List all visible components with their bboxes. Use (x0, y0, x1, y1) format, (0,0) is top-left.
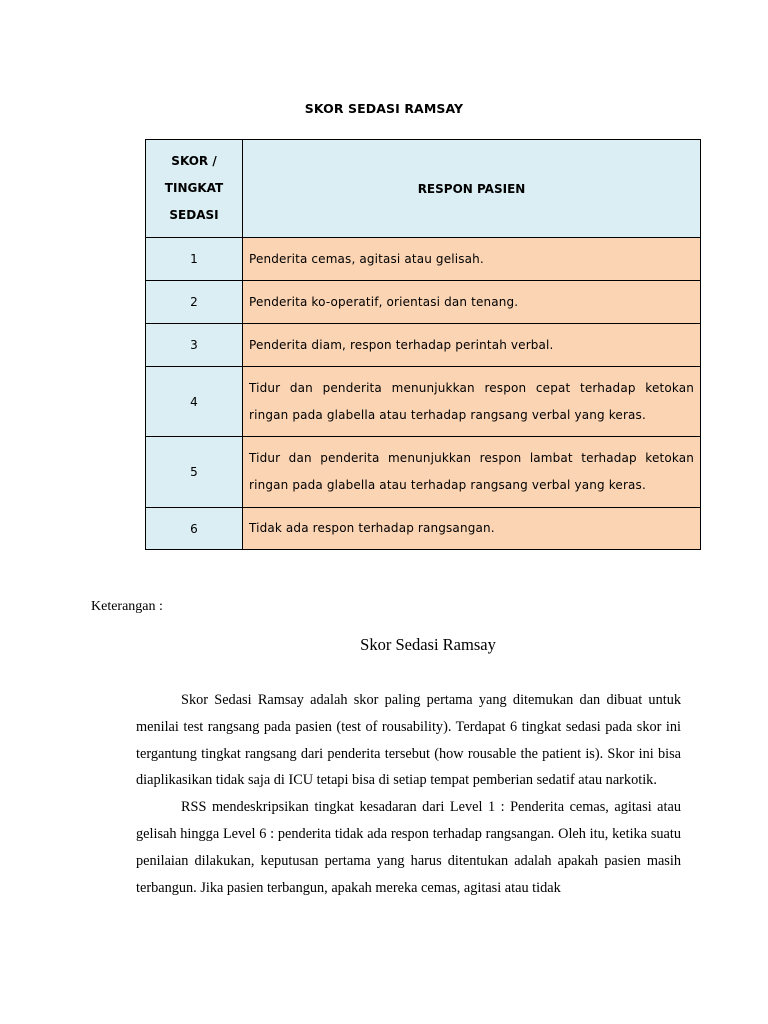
table-row (146, 238, 701, 281)
response-cell: Tidur dan penderita menunjukkan respon cepat terhadap ketokan ringan pada glabella atau terhadap rangsang verbal yang keras. (243, 367, 701, 437)
page-title: SKOR SEDASI RAMSAY (304, 101, 464, 116)
section-title: Skor Sedasi Ramsay (360, 635, 496, 654)
score-cell: 3 (146, 324, 243, 367)
score-cell: 2 (146, 281, 243, 324)
header-score-line-1: SKOR / (171, 154, 217, 168)
response-cell: Penderita cemas, agitasi atau gelisah. (243, 238, 701, 281)
response-cell: Tidur dan penderita menunjukkan respon lambat terhadap ketokan ringan pada glabella atau terhadap rangsang verbal yang keras. (243, 437, 701, 508)
table-row (146, 367, 701, 437)
header-score-level (146, 140, 243, 238)
table-row (146, 508, 701, 550)
paragraph: RSS mendeskripsikan tingkat kesadaran dari Level 1 : Penderita cemas, agitasi atau gelisah hingga Level 6 : penderita tidak ada respon terhadap rangsangan. Oleh itu, ketika suatu penilaian dilakukan, keputusan pertama yang harus ditentukan adalah apakah pasien masih terbangun. Jika pasien terbangun, apakah mereka cemas, agitasi atau tidak (136, 799, 681, 896)
paragraph: Skor Sedasi Ramsay adalah skor paling pertama yang ditemukan dan dibuat untuk menilai test rangsang pada pasien (test of rousability). Terdapat 6 tingkat sedasi pada skor ini tergantung tingkat rangsang dari penderita tersebut (how rousable the patient is). Skor ini bisa diaplikasikan tidak saja di ICU tetapi bisa di setiap tempat pemberian sedatif atau narkotik. (136, 692, 681, 789)
table-row (146, 437, 701, 508)
score-cell: 1 (146, 238, 243, 281)
score-cell: 6 (146, 508, 243, 550)
table-row (146, 281, 701, 324)
body-text (136, 687, 681, 901)
ramsay-score-table (145, 139, 701, 550)
header-score-line-3: SEDASI (169, 208, 219, 222)
response-cell: Tidak ada respon terhadap rangsangan. (243, 508, 701, 550)
response-cell: Penderita diam, respon terhadap perintah verbal. (243, 324, 701, 367)
table-row (146, 324, 701, 367)
keterangan-label: Keterangan : (91, 599, 163, 614)
score-cell: 5 (146, 437, 243, 508)
header-score-line-2: TINGKAT (164, 181, 224, 195)
header-patient-response: RESPON PASIEN (243, 140, 701, 238)
response-cell: Penderita ko-operatif, orientasi dan tenang. (243, 281, 701, 324)
score-cell: 4 (146, 367, 243, 437)
table-header-row (146, 140, 701, 238)
